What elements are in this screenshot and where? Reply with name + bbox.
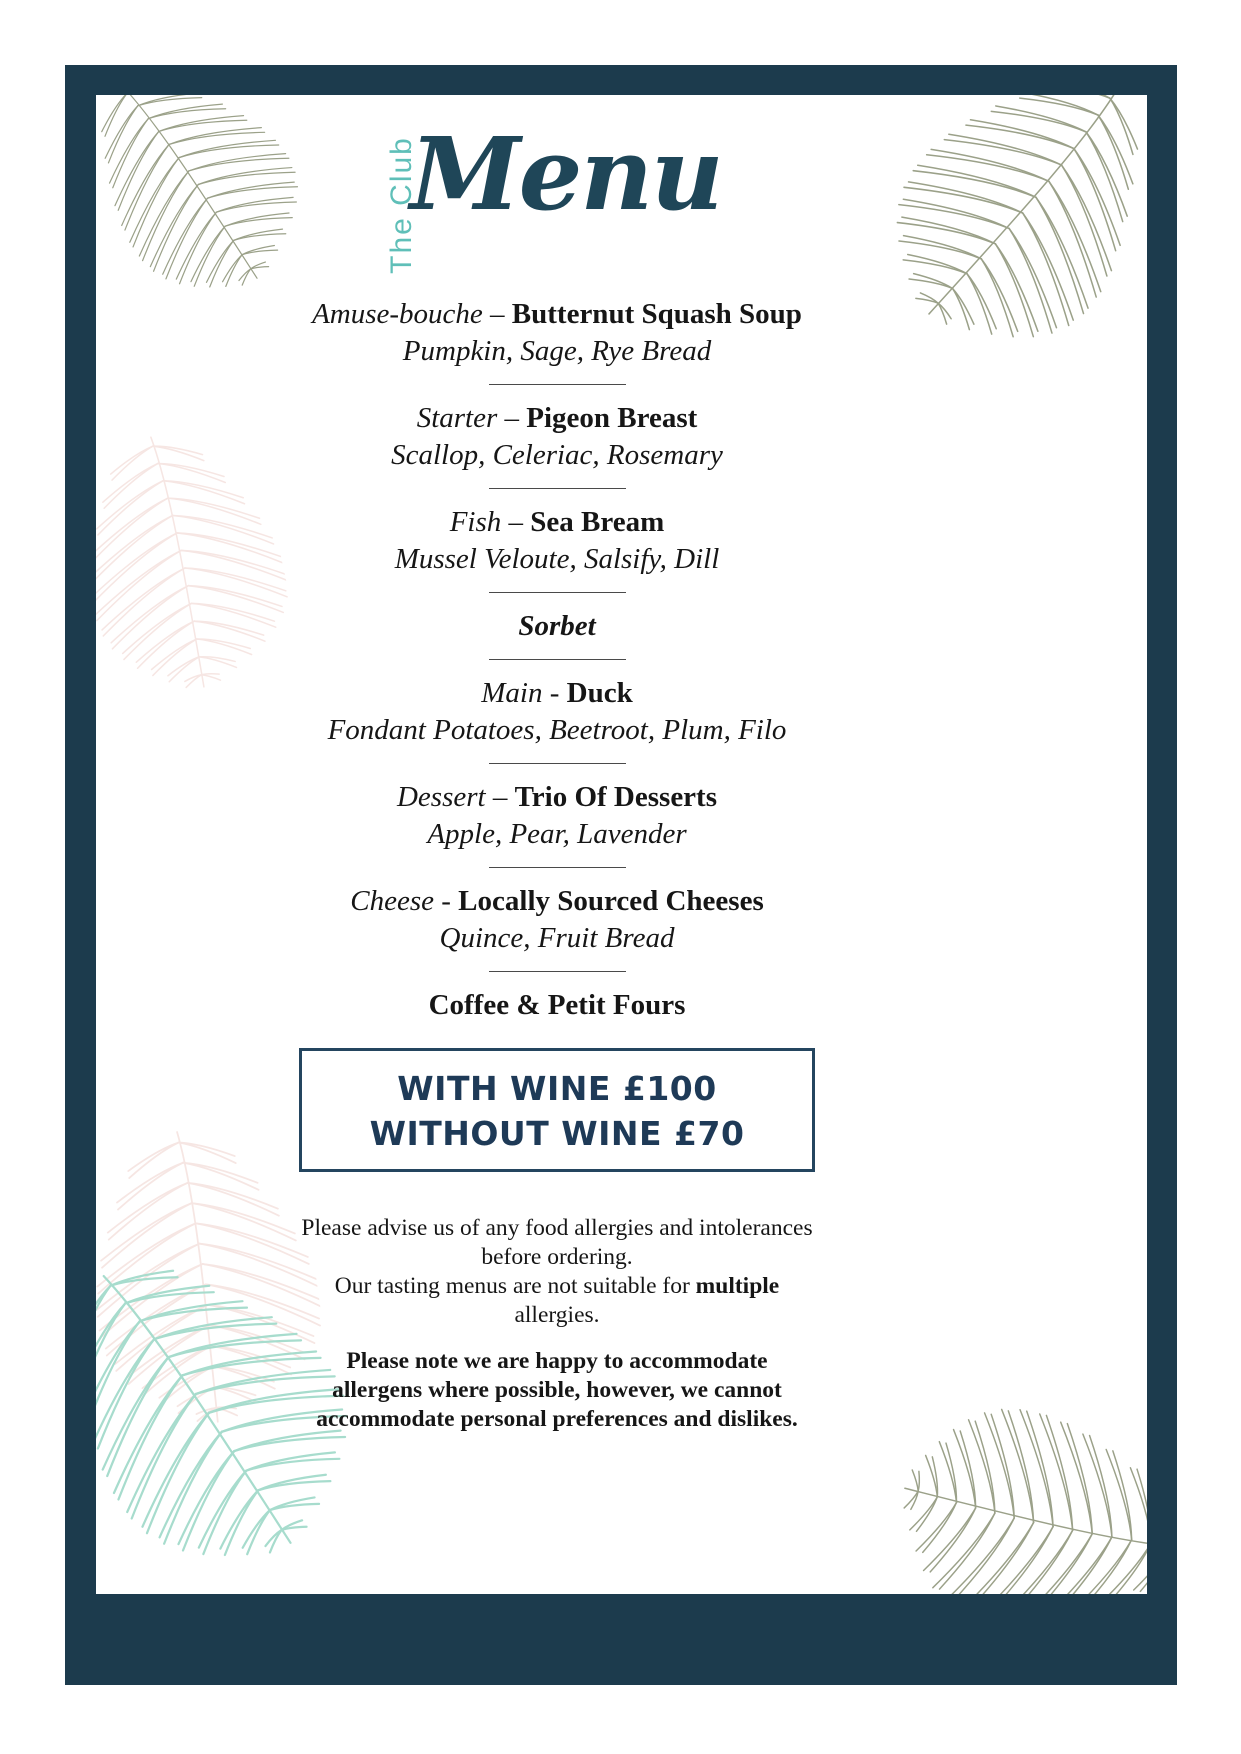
menu-title: Menu <box>410 115 722 233</box>
allergy-notice-line: Please advise us of any food allergies and intolerances <box>301 1215 813 1241</box>
course-name: Sea Bream <box>530 506 665 538</box>
allergy-notice-text: Our tasting menus are not suitable for <box>334 1273 696 1299</box>
course-detail: Fondant Potatoes, Beetroot, Plum, Filo <box>327 714 787 746</box>
course-detail: Quince, Fruit Bread <box>439 922 675 954</box>
course-name: Duck <box>566 677 633 709</box>
page-border-frame <box>65 65 1177 1685</box>
course-detail: Mussel Veloute, Salsify, Dill <box>394 543 720 575</box>
course-label: Main - <box>481 677 560 709</box>
price-without-wine: WITHOUT WINE £70 <box>369 1114 745 1153</box>
allergy-notice-line: allergies. <box>514 1302 600 1328</box>
allergy-notice-bold-word: multiple <box>695 1273 780 1299</box>
price-with-wine: WITH WINE £100 <box>397 1069 717 1108</box>
course-label: Starter – <box>416 402 520 434</box>
course-label: Fish – <box>449 506 524 538</box>
course-sorbet: Sorbet <box>518 610 596 642</box>
course-name: Locally Sourced Cheeses <box>458 885 764 917</box>
allergy-notice-line: before ordering. <box>481 1244 633 1270</box>
course-detail: Apple, Pear, Lavender <box>427 818 687 850</box>
accommodation-note-line: accommodate personal preferences and dislikes. <box>316 1406 798 1432</box>
course-name: Butternut Squash Soup <box>511 298 802 330</box>
accommodation-note-line: allergens where possible, however, we cannot <box>332 1377 782 1403</box>
course-coffee: Coffee & Petit Fours <box>428 989 686 1021</box>
course-name: Trio Of Desserts <box>514 781 717 813</box>
course-detail: Pumpkin, Sage, Rye Bread <box>402 335 712 367</box>
course-label: Amuse-bouche – <box>312 298 505 330</box>
course-name: Pigeon Breast <box>526 402 698 434</box>
brand-vertical-text: The Club <box>385 136 418 274</box>
course-label: Cheese - <box>350 885 451 917</box>
course-label: Dessert – <box>396 781 508 813</box>
course-detail: Scallop, Celeriac, Rosemary <box>391 439 723 471</box>
accommodation-note-line: Please note we are happy to accommodate <box>346 1348 768 1374</box>
